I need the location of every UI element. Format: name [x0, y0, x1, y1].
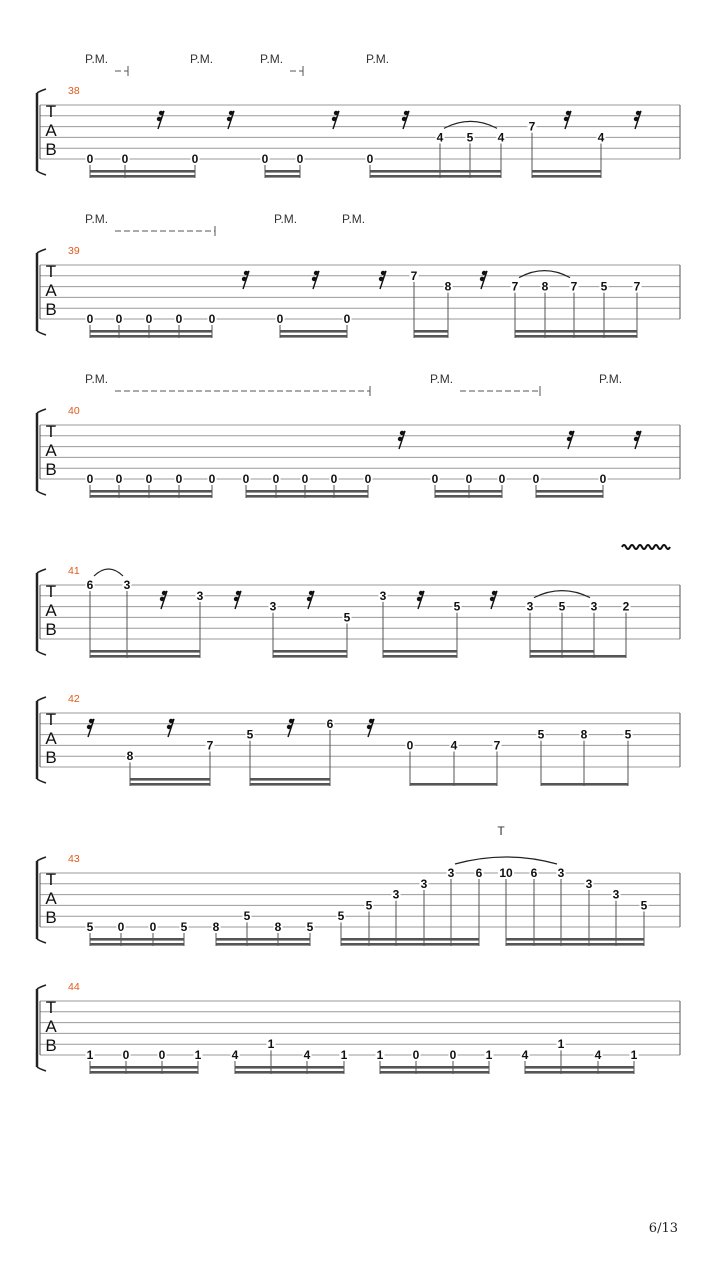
fret-number: 0 — [412, 1048, 420, 1062]
fret-number: 6 — [475, 866, 483, 880]
note-beam — [341, 943, 479, 946]
fret-number: 0 — [532, 472, 540, 486]
fret-number: 0 — [145, 472, 153, 486]
fret-number: 5 — [337, 909, 345, 924]
fret-number: 1 — [194, 1048, 202, 1062]
note-beam — [380, 1066, 489, 1069]
fret-number: 5 — [640, 898, 648, 913]
fret-number: 0 — [242, 472, 250, 486]
palm-mute-label: P.M. — [599, 372, 623, 386]
note-beam — [273, 650, 347, 653]
note-beam — [90, 495, 212, 498]
tab-clef-letter: B — [45, 748, 57, 767]
note-beam — [90, 170, 195, 173]
tab-clef-letter: A — [45, 729, 57, 748]
note-beam — [235, 1066, 344, 1069]
bracket-hook — [37, 857, 46, 861]
fret-number: 5 — [180, 920, 188, 934]
note-beam — [235, 1071, 344, 1074]
fret-number: 5 — [246, 727, 254, 742]
fret-number: 4 — [303, 1048, 311, 1062]
fret-number: 3 — [526, 599, 534, 614]
measure-43 — [37, 824, 680, 946]
tab-clef-letter: B — [45, 300, 57, 319]
note-beam — [90, 943, 184, 946]
note-beam — [90, 1066, 198, 1069]
fret-number: 4 — [521, 1048, 529, 1062]
bracket-hook — [37, 89, 46, 93]
tap-marking: T — [497, 824, 505, 838]
tab-clef-letter: B — [45, 460, 57, 479]
vibrato-icon — [622, 545, 670, 549]
bracket-hook — [37, 249, 46, 253]
note-beam — [414, 330, 448, 333]
note-beam — [90, 650, 200, 653]
note-beam — [216, 938, 310, 941]
note-beam — [265, 175, 300, 178]
note-beam — [90, 335, 212, 338]
fret-number: 7 — [511, 279, 519, 294]
tie-arc — [534, 591, 590, 598]
palm-mute-label: P.M. — [274, 212, 298, 226]
fret-number: 0 — [115, 312, 123, 326]
fret-number: 0 — [272, 472, 280, 486]
note-beam — [90, 330, 212, 333]
fret-number: 3 — [392, 887, 400, 902]
measure-44 — [37, 981, 680, 1074]
note-beam — [280, 330, 347, 333]
fret-number: 0 — [117, 920, 125, 934]
bracket-hook — [37, 939, 46, 943]
fret-number: 4 — [597, 130, 605, 145]
fret-number: 0 — [276, 312, 284, 326]
fret-number: 0 — [296, 152, 304, 166]
fret-number: 5 — [453, 599, 461, 614]
tab-clef-letter: A — [45, 441, 57, 460]
bracket-hook — [37, 491, 46, 495]
fret-number: 5 — [343, 610, 351, 625]
bracket-hook — [37, 779, 46, 783]
fret-number: 3 — [269, 599, 277, 614]
fret-number: 0 — [330, 472, 338, 486]
fret-number: 0 — [158, 1048, 166, 1062]
tab-clef-letter: A — [45, 889, 57, 908]
note-beam — [90, 938, 184, 941]
measure-number: 44 — [68, 981, 80, 993]
tab-clef-letter: T — [45, 102, 57, 121]
palm-mute-label: P.M. — [430, 372, 454, 386]
fret-number: 8 — [274, 920, 282, 934]
fret-number: 0 — [86, 312, 94, 326]
fret-number: 0 — [498, 472, 506, 486]
palm-mute-label: P.M. — [85, 372, 109, 386]
tab-clef-letter: A — [45, 601, 57, 620]
bracket-hook — [37, 1067, 46, 1071]
fret-number: 5 — [558, 599, 566, 614]
note-beam — [410, 783, 497, 786]
fret-number: 1 — [86, 1048, 94, 1062]
tab-clef-letter: B — [45, 908, 57, 927]
tab-clef-letter: A — [45, 121, 57, 140]
fret-number: 6 — [86, 578, 94, 592]
fret-number: 0 — [175, 472, 183, 486]
fret-number: 0 — [115, 472, 123, 486]
bracket-hook — [37, 331, 46, 335]
fret-number: 7 — [410, 268, 418, 283]
tie-arc — [519, 271, 570, 278]
note-beam — [130, 778, 210, 781]
tab-clef-letter: T — [45, 710, 57, 729]
fret-number: 5 — [537, 727, 545, 742]
bracket-hook — [37, 651, 46, 655]
fret-number: 7 — [528, 119, 536, 134]
bracket-hook — [37, 409, 46, 413]
fret-number: 3 — [379, 588, 387, 603]
bracket-hook — [37, 171, 46, 175]
note-beam — [515, 335, 637, 338]
measure-number: 38 — [68, 85, 80, 97]
fret-number: 0 — [145, 312, 153, 326]
note-beam — [536, 495, 603, 498]
fret-number: 5 — [466, 130, 474, 145]
fret-number: 0 — [364, 472, 372, 486]
tab-clef-letter: B — [45, 140, 57, 159]
note-beam — [341, 938, 479, 941]
note-beam — [246, 495, 368, 498]
note-beam — [530, 650, 594, 653]
fret-number: 8 — [444, 279, 452, 294]
note-beam — [250, 783, 330, 786]
fret-number: 6 — [530, 866, 538, 880]
fret-number: 2 — [622, 599, 630, 614]
fret-number: 0 — [208, 472, 216, 486]
fret-number: 0 — [261, 152, 269, 166]
tab-clef-letter: T — [45, 870, 57, 889]
measure-number: 43 — [68, 853, 80, 865]
fret-number: 6 — [326, 716, 334, 731]
fret-number: 4 — [594, 1048, 602, 1062]
palm-mute-label: P.M. — [85, 212, 109, 226]
note-beam — [532, 175, 601, 178]
fret-number: 1 — [485, 1048, 493, 1062]
fret-number: 3 — [612, 887, 620, 902]
fret-number: 5 — [624, 727, 632, 742]
bracket-hook — [37, 697, 46, 701]
fret-number: 0 — [431, 472, 439, 486]
tab-clef-letter: T — [45, 422, 57, 441]
tab-clef-letter: B — [45, 620, 57, 639]
note-beam — [90, 175, 195, 178]
note-beam — [250, 778, 330, 781]
note-beam — [383, 650, 457, 653]
fret-number: 0 — [175, 312, 183, 326]
fret-number: 8 — [212, 920, 220, 934]
palm-mute-label: P.M. — [342, 212, 366, 226]
palm-mute-label: P.M. — [190, 52, 214, 66]
note-beam — [506, 943, 644, 946]
note-beam — [435, 490, 502, 493]
fret-number: 0 — [449, 1048, 457, 1062]
fret-number: 0 — [86, 152, 94, 166]
note-beam — [380, 1071, 489, 1074]
fret-number: 3 — [585, 876, 593, 891]
measure-39 — [37, 212, 680, 338]
fret-number: 3 — [420, 876, 428, 891]
page-number: 6/13 — [648, 1221, 678, 1236]
fret-number: 4 — [450, 738, 458, 753]
tie-arc — [455, 857, 557, 864]
measure-number: 40 — [68, 405, 80, 417]
fret-number: 0 — [122, 1048, 130, 1062]
measure-41 — [37, 545, 680, 658]
fret-number: 7 — [570, 279, 578, 294]
fret-number: 0 — [465, 472, 473, 486]
note-beam — [90, 655, 200, 658]
note-beam — [530, 655, 594, 658]
fret-number: 5 — [306, 920, 314, 934]
fret-number: 5 — [86, 920, 94, 934]
note-beam — [90, 1071, 198, 1074]
fret-number: 3 — [123, 578, 131, 592]
fret-number: 5 — [365, 898, 373, 913]
fret-number: 4 — [497, 130, 505, 145]
fret-number: 7 — [633, 279, 641, 294]
tab-clef-letter: A — [45, 281, 57, 300]
palm-mute-label: P.M. — [366, 52, 390, 66]
note-beam — [273, 655, 347, 658]
fret-number: 7 — [493, 738, 501, 753]
fret-number: 3 — [557, 866, 565, 880]
note-beam — [130, 783, 210, 786]
fret-number: 1 — [340, 1048, 348, 1062]
note-beam — [541, 783, 628, 786]
tab-clef-letter: T — [45, 582, 57, 601]
fret-number: 0 — [343, 312, 351, 326]
measure-number: 39 — [68, 245, 80, 257]
measure-number: 41 — [68, 565, 80, 577]
fret-number: 1 — [376, 1048, 384, 1062]
note-beam — [536, 490, 603, 493]
note-beam — [506, 938, 644, 941]
tab-clef-letter: T — [45, 998, 57, 1017]
tab-clef-letter: B — [45, 1036, 57, 1055]
fret-number: 8 — [126, 749, 134, 764]
fret-number: 1 — [267, 1037, 275, 1052]
fret-number: 4 — [436, 130, 444, 145]
fret-number: 0 — [406, 738, 414, 753]
measure-40 — [37, 372, 680, 498]
fret-number: 0 — [366, 152, 374, 166]
fret-number: 10 — [499, 866, 513, 880]
note-beam — [90, 490, 212, 493]
note-beam — [383, 655, 457, 658]
measure-42 — [37, 693, 680, 786]
fret-number: 4 — [231, 1048, 239, 1062]
note-beam — [370, 170, 501, 173]
fret-number: 0 — [599, 472, 607, 486]
note-beam — [435, 495, 502, 498]
note-beam — [216, 943, 310, 946]
measure-38 — [37, 52, 680, 178]
fret-number: 7 — [206, 738, 214, 753]
note-beam — [265, 170, 300, 173]
note-beam — [280, 335, 347, 338]
fret-number: 0 — [301, 472, 309, 486]
fret-number: 0 — [86, 472, 94, 486]
tie-arc — [444, 121, 497, 128]
fret-number: 8 — [580, 727, 588, 742]
fret-number: 3 — [447, 866, 455, 880]
note-beam — [370, 175, 501, 178]
palm-mute-label: P.M. — [85, 52, 109, 66]
note-beam — [594, 655, 626, 658]
fret-number: 5 — [600, 279, 608, 294]
fret-number: 3 — [196, 588, 204, 603]
note-beam — [515, 330, 637, 333]
note-beam — [525, 1071, 634, 1074]
tab-clef-letter: A — [45, 1017, 57, 1036]
tie-arc — [94, 569, 123, 576]
note-beam — [246, 490, 368, 493]
measure-number: 42 — [68, 693, 80, 705]
note-beam — [532, 170, 601, 173]
note-beam — [525, 1066, 634, 1069]
fret-number: 0 — [191, 152, 199, 166]
fret-number: 8 — [541, 279, 549, 294]
fret-number: 0 — [149, 920, 157, 934]
note-beam — [414, 335, 448, 338]
fret-number: 1 — [557, 1037, 565, 1052]
palm-mute-label: P.M. — [260, 52, 284, 66]
bracket-hook — [37, 985, 46, 989]
tab-clef-letter: T — [45, 262, 57, 281]
bracket-hook — [37, 569, 46, 573]
fret-number: 1 — [630, 1048, 638, 1062]
fret-number: 0 — [208, 312, 216, 326]
fret-number: 5 — [243, 909, 251, 924]
fret-number: 0 — [121, 152, 129, 166]
fret-number: 3 — [590, 599, 598, 614]
